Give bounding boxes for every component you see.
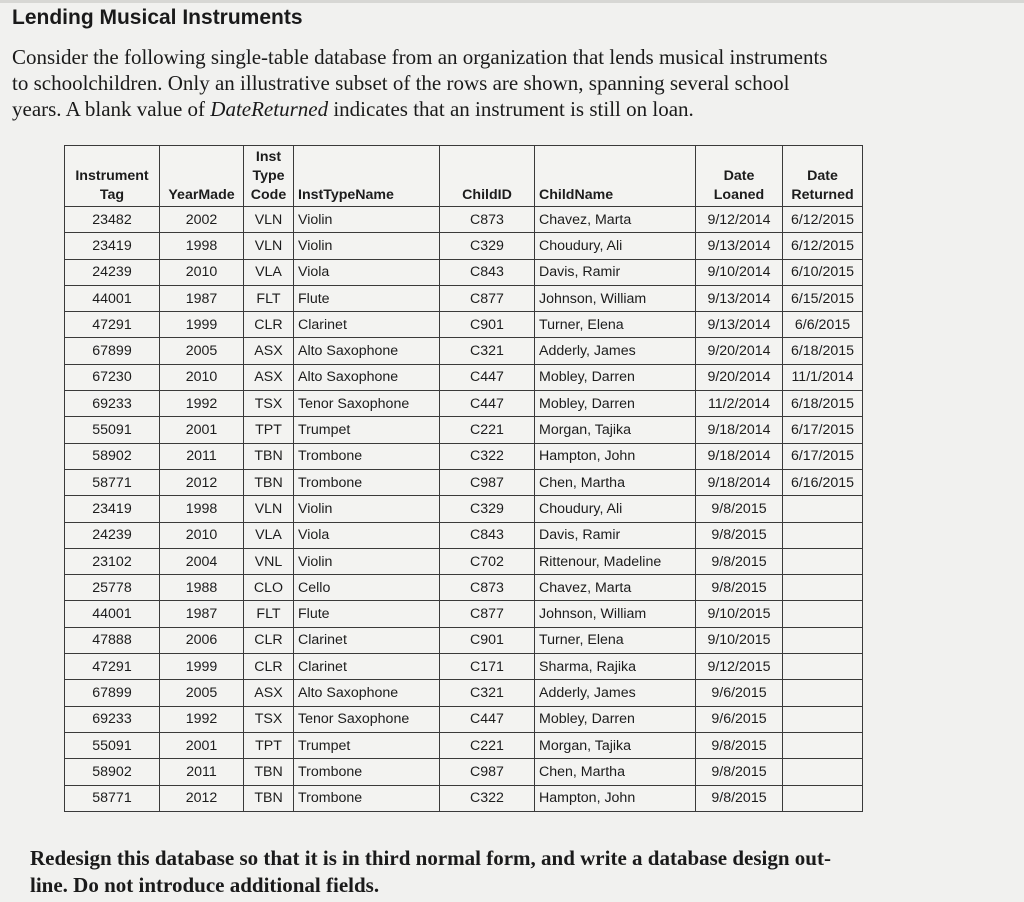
cell-inst-type-name: Trumpet (294, 417, 440, 443)
cell-child-name: Chavez, Marta (535, 207, 696, 233)
cell-inst-type-code: CLO (244, 575, 294, 601)
cell-inst-type-code: VLN (244, 207, 294, 233)
cell-child-id: C843 (440, 522, 535, 548)
cell-inst-type-code: TBN (244, 469, 294, 495)
cell-child-name: Choudury, Ali (535, 233, 696, 259)
cell-inst-type-code: TBN (244, 759, 294, 785)
header-child-id (440, 146, 535, 207)
cell-child-name: Chen, Martha (535, 469, 696, 495)
cell-child-id: C987 (440, 759, 535, 785)
cell-year-made: 2004 (160, 548, 244, 574)
cell-child-name: Hampton, John (535, 443, 696, 469)
cell-child-name: Davis, Ramir (535, 522, 696, 548)
cell-child-id: C873 (440, 207, 535, 233)
cell-instrument-tag: 44001 (65, 285, 160, 311)
cell-inst-type-code: CLR (244, 312, 294, 338)
cell-instrument-tag: 55091 (65, 732, 160, 758)
cell-year-made: 1987 (160, 285, 244, 311)
cell-year-made: 1988 (160, 575, 244, 601)
cell-child-id: C221 (440, 417, 535, 443)
cell-year-made: 1999 (160, 312, 244, 338)
header-line: Loaned (713, 187, 765, 203)
cell-instrument-tag: 69233 (65, 391, 160, 417)
cell-date-returned: 6/12/2015 (783, 207, 863, 233)
intro-line-1: Consider the following single-table database from an organization that lends musical instruments (12, 45, 828, 69)
cell-inst-type-code: TBN (244, 443, 294, 469)
table-row (65, 312, 863, 338)
table-row (65, 680, 863, 706)
cell-inst-type-code: VLN (244, 496, 294, 522)
cell-child-id: C901 (440, 627, 535, 653)
cell-instrument-tag: 47291 (65, 312, 160, 338)
cell-inst-type-name: Violin (294, 496, 440, 522)
cell-child-name: Chavez, Marta (535, 575, 696, 601)
cell-inst-type-code: VLA (244, 259, 294, 285)
cell-date-returned: 6/18/2015 (783, 391, 863, 417)
cell-date-returned: 6/15/2015 (783, 285, 863, 311)
table-header-row (65, 146, 863, 207)
cell-date-returned (783, 548, 863, 574)
table-row (65, 496, 863, 522)
cell-child-name: Mobley, Darren (535, 364, 696, 390)
cell-inst-type-name: Clarinet (294, 312, 440, 338)
cell-date-loaned: 9/13/2014 (696, 233, 783, 259)
intro-line-2: to schoolchildren. Only an illustrative subset of the rows are shown, spanning several school (12, 71, 790, 95)
cell-date-returned (783, 680, 863, 706)
cell-date-loaned: 9/18/2014 (696, 469, 783, 495)
header-line: Date (807, 168, 838, 184)
cell-instrument-tag: 67899 (65, 338, 160, 364)
cell-date-returned: 6/18/2015 (783, 338, 863, 364)
cell-date-loaned: 9/18/2014 (696, 443, 783, 469)
cell-year-made: 2011 (160, 759, 244, 785)
cell-inst-type-name: Trombone (294, 443, 440, 469)
cell-year-made: 2005 (160, 338, 244, 364)
cell-instrument-tag: 67230 (65, 364, 160, 390)
cell-child-name: Chen, Martha (535, 759, 696, 785)
cell-date-loaned: 9/18/2014 (696, 417, 783, 443)
table-row (65, 364, 863, 390)
header-line: Inst (255, 149, 282, 165)
header-year-made (160, 146, 244, 207)
cell-year-made: 2001 (160, 417, 244, 443)
cell-inst-type-name: Flute (294, 285, 440, 311)
cell-child-id: C987 (440, 469, 535, 495)
cell-year-made: 2006 (160, 627, 244, 653)
table-row (65, 285, 863, 311)
cell-child-id: C702 (440, 548, 535, 574)
cell-year-made: 2001 (160, 732, 244, 758)
header-line: ChildID (462, 187, 512, 203)
table-row (65, 338, 863, 364)
cell-year-made: 1992 (160, 706, 244, 732)
header-line: Instrument (75, 168, 149, 184)
cell-child-name: Morgan, Tajika (535, 732, 696, 758)
header-line: Tag (99, 187, 125, 203)
cell-inst-type-code: VLN (244, 233, 294, 259)
cell-child-name: Mobley, Darren (535, 706, 696, 732)
cell-date-loaned: 9/6/2015 (696, 680, 783, 706)
header-line: Type (252, 168, 285, 184)
cell-date-loaned: 9/12/2015 (696, 654, 783, 680)
cell-inst-type-name: Clarinet (294, 654, 440, 680)
cell-year-made: 1999 (160, 654, 244, 680)
table-row (65, 654, 863, 680)
cell-inst-type-code: VNL (244, 548, 294, 574)
cell-inst-type-code: TPT (244, 732, 294, 758)
header-date-loaned (696, 146, 783, 207)
cell-inst-type-name: Alto Saxophone (294, 680, 440, 706)
cell-inst-type-code: CLR (244, 627, 294, 653)
cell-inst-type-name: Trombone (294, 469, 440, 495)
cell-instrument-tag: 23419 (65, 496, 160, 522)
cell-date-loaned: 9/8/2015 (696, 575, 783, 601)
cell-inst-type-code: CLR (244, 654, 294, 680)
cell-child-name: Rittenour, Madeline (535, 548, 696, 574)
top-divider (0, 0, 1024, 3)
cell-child-id: C329 (440, 233, 535, 259)
cell-instrument-tag: 23482 (65, 207, 160, 233)
cell-child-name: Sharma, Rajika (535, 654, 696, 680)
cell-inst-type-name: Violin (294, 233, 440, 259)
cell-child-id: C447 (440, 391, 535, 417)
table-row (65, 391, 863, 417)
cell-inst-type-code: TBN (244, 785, 294, 811)
cell-child-id: C447 (440, 706, 535, 732)
header-date-returned (783, 146, 863, 207)
cell-date-loaned: 11/2/2014 (696, 391, 783, 417)
cell-date-loaned: 9/10/2014 (696, 259, 783, 285)
cell-child-id: C873 (440, 575, 535, 601)
cell-date-returned (783, 627, 863, 653)
cell-child-id: C877 (440, 285, 535, 311)
cell-child-name: Hampton, John (535, 785, 696, 811)
cell-inst-type-name: Trombone (294, 785, 440, 811)
cell-instrument-tag: 47291 (65, 654, 160, 680)
cell-year-made: 1998 (160, 496, 244, 522)
cell-year-made: 2005 (160, 680, 244, 706)
cell-inst-type-code: TSX (244, 706, 294, 732)
cell-inst-type-code: ASX (244, 680, 294, 706)
cell-date-returned (783, 785, 863, 811)
cell-child-name: Turner, Elena (535, 627, 696, 653)
table-row (65, 575, 863, 601)
cell-inst-type-code: FLT (244, 285, 294, 311)
cell-instrument-tag: 58902 (65, 443, 160, 469)
cell-child-name: Adderly, James (535, 680, 696, 706)
cell-instrument-tag: 23102 (65, 548, 160, 574)
cell-instrument-tag: 24239 (65, 522, 160, 548)
table-row (65, 522, 863, 548)
cell-date-returned (783, 496, 863, 522)
cell-year-made: 2012 (160, 785, 244, 811)
cell-date-returned (783, 601, 863, 627)
cell-child-id: C447 (440, 364, 535, 390)
cell-instrument-tag: 47888 (65, 627, 160, 653)
cell-child-id: C321 (440, 338, 535, 364)
cell-inst-type-code: TSX (244, 391, 294, 417)
table-row (65, 706, 863, 732)
cell-date-returned: 11/1/2014 (783, 364, 863, 390)
table-row (65, 417, 863, 443)
cell-child-name: Choudury, Ali (535, 496, 696, 522)
cell-date-loaned: 9/6/2015 (696, 706, 783, 732)
cell-child-name: Johnson, William (535, 601, 696, 627)
closing-line-1: Redesign this database so that it is in third normal form, and write a database design out- (30, 846, 831, 870)
table-row (65, 627, 863, 653)
intro-line-3-end: indicates that an instrument is still on loan. (328, 97, 694, 121)
cell-inst-type-name: Viola (294, 522, 440, 548)
table-row (65, 469, 863, 495)
cell-inst-type-name: Alto Saxophone (294, 364, 440, 390)
cell-date-returned: 6/17/2015 (783, 443, 863, 469)
cell-date-loaned: 9/8/2015 (696, 785, 783, 811)
cell-date-loaned: 9/8/2015 (696, 759, 783, 785)
cell-date-returned: 6/12/2015 (783, 233, 863, 259)
closing-line-2: line. Do not introduce additional fields. (30, 873, 380, 897)
cell-inst-type-name: Trombone (294, 759, 440, 785)
header-inst-type-code (244, 146, 294, 207)
cell-child-id: C321 (440, 680, 535, 706)
table-body (65, 207, 863, 812)
table-row (65, 601, 863, 627)
cell-child-name: Turner, Elena (535, 312, 696, 338)
cell-instrument-tag: 23419 (65, 233, 160, 259)
loans-table-container (64, 145, 863, 812)
cell-instrument-tag: 58771 (65, 785, 160, 811)
cell-date-returned (783, 654, 863, 680)
cell-instrument-tag: 55091 (65, 417, 160, 443)
cell-date-returned: 6/17/2015 (783, 417, 863, 443)
cell-child-name: Johnson, William (535, 285, 696, 311)
cell-year-made: 2010 (160, 522, 244, 548)
header-line: ChildName (539, 187, 614, 203)
cell-inst-type-name: Flute (294, 601, 440, 627)
cell-child-id: C322 (440, 785, 535, 811)
cell-inst-type-name: Clarinet (294, 627, 440, 653)
date-returned-term: DateReturned (210, 97, 329, 121)
cell-inst-type-code: ASX (244, 364, 294, 390)
cell-date-loaned: 9/12/2014 (696, 207, 783, 233)
cell-date-loaned: 9/13/2014 (696, 285, 783, 311)
header-line: Returned (791, 187, 854, 203)
table-row (65, 548, 863, 574)
cell-instrument-tag: 24239 (65, 259, 160, 285)
cell-inst-type-code: VLA (244, 522, 294, 548)
cell-year-made: 1992 (160, 391, 244, 417)
cell-date-loaned: 9/13/2014 (696, 312, 783, 338)
cell-year-made: 2002 (160, 207, 244, 233)
header-instrument-tag (65, 146, 160, 207)
intro-paragraph (12, 44, 972, 122)
cell-child-id: C329 (440, 496, 535, 522)
cell-year-made: 2012 (160, 469, 244, 495)
header-line: YearMade (168, 187, 235, 203)
table-row (65, 785, 863, 811)
header-line: Date (723, 168, 755, 184)
cell-instrument-tag: 69233 (65, 706, 160, 732)
cell-year-made: 1998 (160, 233, 244, 259)
cell-child-name: Morgan, Tajika (535, 417, 696, 443)
cell-inst-type-name: Violin (294, 548, 440, 574)
cell-inst-type-code: ASX (244, 338, 294, 364)
cell-date-returned (783, 732, 863, 758)
cell-inst-type-name: Alto Saxophone (294, 338, 440, 364)
page-title: Lending Musical Instruments (12, 6, 303, 29)
cell-child-name: Mobley, Darren (535, 391, 696, 417)
cell-inst-type-name: Trumpet (294, 732, 440, 758)
cell-instrument-tag: 58771 (65, 469, 160, 495)
header-line: Code (250, 187, 287, 203)
cell-child-name: Davis, Ramir (535, 259, 696, 285)
cell-date-loaned: 9/20/2014 (696, 364, 783, 390)
cell-date-loaned: 9/8/2015 (696, 732, 783, 758)
header-child-name (535, 146, 696, 207)
cell-date-returned (783, 575, 863, 601)
cell-date-returned: 6/16/2015 (783, 469, 863, 495)
cell-child-id: C171 (440, 654, 535, 680)
cell-inst-type-name: Cello (294, 575, 440, 601)
cell-child-name: Adderly, James (535, 338, 696, 364)
cell-date-returned (783, 706, 863, 732)
cell-date-returned: 6/10/2015 (783, 259, 863, 285)
table-row (65, 259, 863, 285)
table-row (65, 443, 863, 469)
table-row (65, 759, 863, 785)
loans-table (64, 145, 863, 812)
cell-date-loaned: 9/10/2015 (696, 627, 783, 653)
cell-instrument-tag: 67899 (65, 680, 160, 706)
cell-date-loaned: 9/10/2015 (696, 601, 783, 627)
cell-year-made: 1987 (160, 601, 244, 627)
cell-inst-type-name: Tenor Saxophone (294, 391, 440, 417)
cell-date-returned (783, 759, 863, 785)
cell-inst-type-name: Violin (294, 207, 440, 233)
table-row (65, 233, 863, 259)
cell-instrument-tag: 44001 (65, 601, 160, 627)
cell-inst-type-code: FLT (244, 601, 294, 627)
cell-inst-type-name: Tenor Saxophone (294, 706, 440, 732)
cell-date-loaned: 9/8/2015 (696, 522, 783, 548)
cell-year-made: 2010 (160, 364, 244, 390)
header-line: InstTypeName (298, 187, 394, 203)
cell-inst-type-name: Viola (294, 259, 440, 285)
cell-year-made: 2010 (160, 259, 244, 285)
cell-date-loaned: 9/8/2015 (696, 548, 783, 574)
closing-instruction (30, 845, 990, 899)
table-row (65, 207, 863, 233)
cell-year-made: 2011 (160, 443, 244, 469)
cell-child-id: C221 (440, 732, 535, 758)
cell-date-loaned: 9/20/2014 (696, 338, 783, 364)
intro-line-3 (12, 96, 972, 122)
header-inst-type-name (294, 146, 440, 207)
intro-line-3-start: years. A blank value of (12, 97, 211, 121)
cell-child-id: C843 (440, 259, 535, 285)
table-row (65, 732, 863, 758)
cell-date-loaned: 9/8/2015 (696, 496, 783, 522)
cell-date-returned (783, 522, 863, 548)
cell-child-id: C901 (440, 312, 535, 338)
cell-child-id: C877 (440, 601, 535, 627)
cell-child-id: C322 (440, 443, 535, 469)
cell-instrument-tag: 25778 (65, 575, 160, 601)
cell-inst-type-code: TPT (244, 417, 294, 443)
cell-instrument-tag: 58902 (65, 759, 160, 785)
cell-date-returned: 6/6/2015 (783, 312, 863, 338)
